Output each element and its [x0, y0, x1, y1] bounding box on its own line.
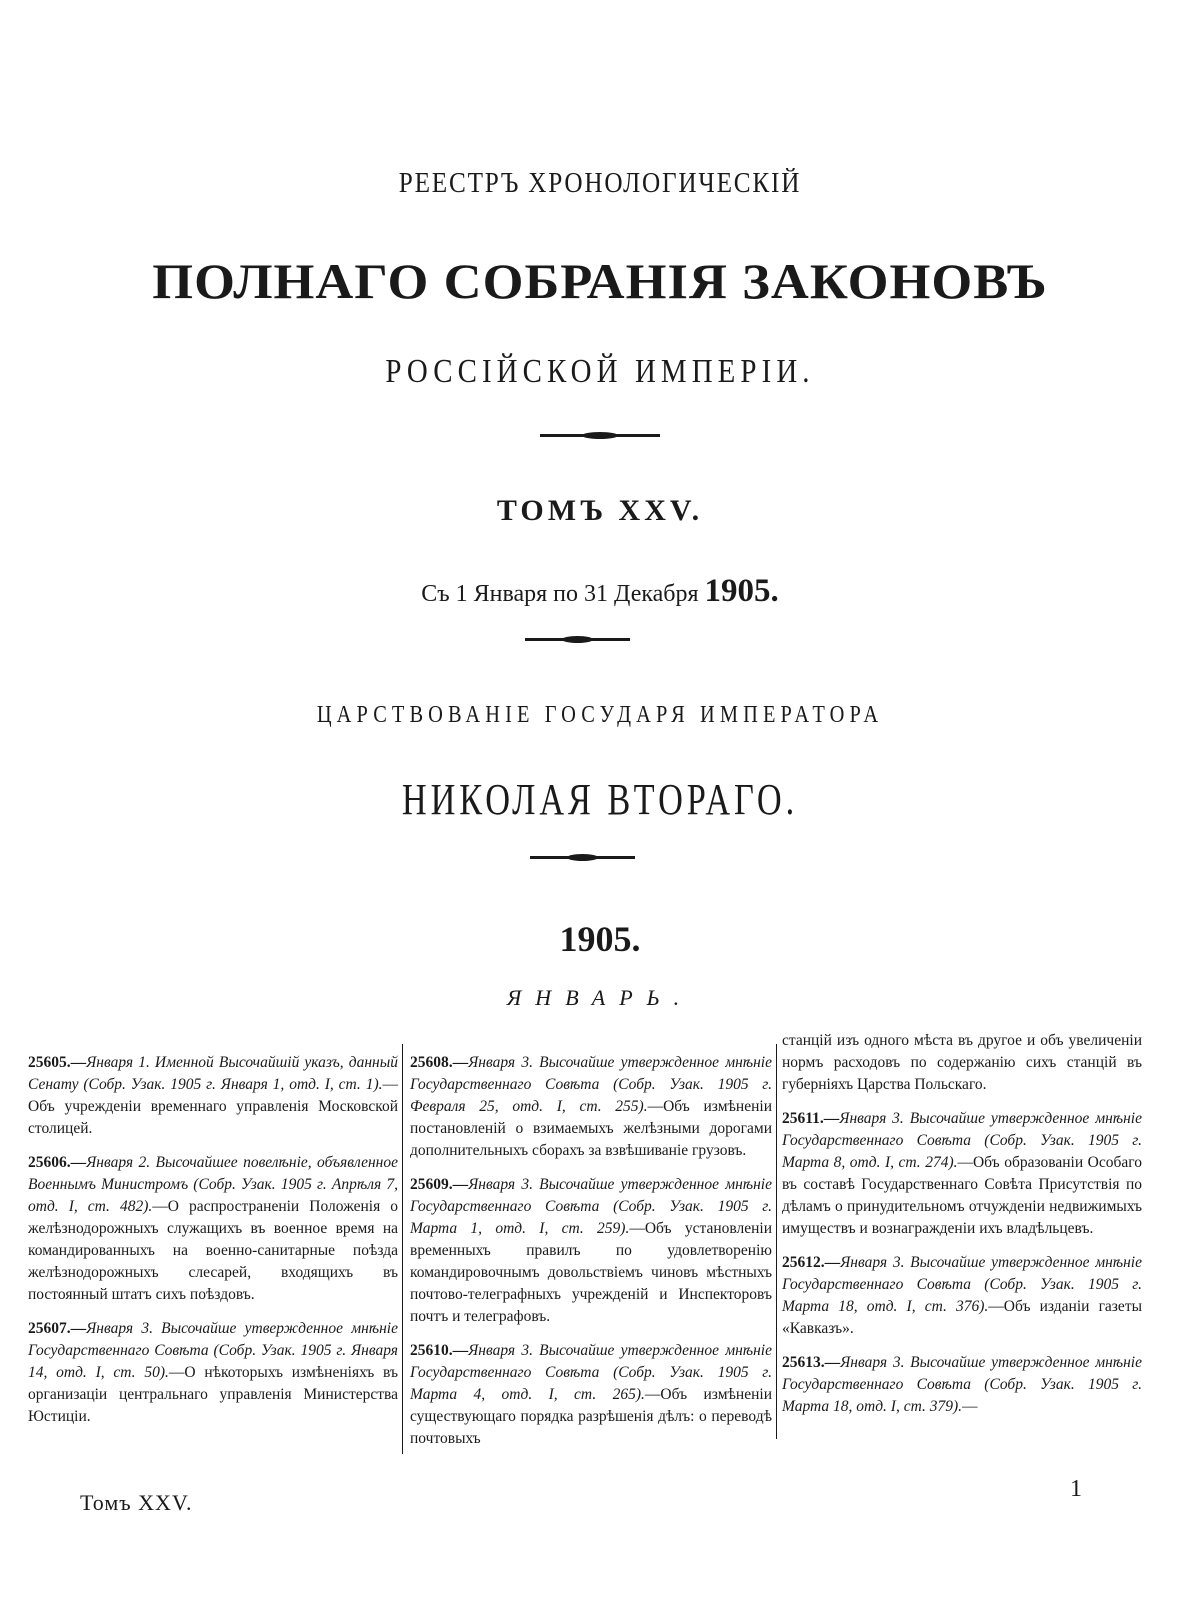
law-entry: 25611.—Января 3. Высочайше утвержденное мнѣніе Государственнаго Совѣта (Собр. Узак. 1905 г. Марта 8, отд. I, ст. 274).—Объ образованіи Особаго въ составѣ Государственнаго Совѣта Присутствія по дѣламъ о принудительномъ отчужденіи недвижимыхъ имуществъ и вознагражденіи ихъ владѣльцевъ. — [782, 1110, 1142, 1237]
entry-source: Января 3. Высочайше утвержденное мнѣніе Государственнаго Совѣта (Собр. Узак. 1905 г. Января 14, отд. I, ст. 50). — [28, 1320, 398, 1381]
entry-source: Января 2. Высочайшее повелѣніе, объявленное Военнымъ Министромъ (Собр. Узак. 1905 г. Апрѣля 7, отд. I, ст. 482). — [28, 1154, 398, 1215]
entry-text: Объ изданіи газеты «Кавказъ». — [782, 1298, 1143, 1337]
law-entry: 25605.—Января 1. Именной Высочайшій указъ, данный Сенату (Собр. Узак. 1905 г. Января 1, отд. I, ст. 1).—Объ учрежденіи временнаго управленія Московской столицей. — [28, 1054, 398, 1137]
entry-text: Объ установленіи временныхъ правилъ по удовлетворенію командировочнымъ довольствіемъ чиновъ мѣстныхъ почтово-телеграфныхъ учрежденій и Инспекторовъ почтъ и телеграфовъ. — [410, 1220, 772, 1325]
empire-heading: РОССІЙСКОЙ ИМПЕРІИ. — [385, 353, 815, 390]
column-3 — [782, 1030, 1142, 1430]
column-1 — [28, 1052, 398, 1440]
entry-source: Января 3. Высочайше утвержденное мнѣніе Государственнаго Совѣта (Собр. Узак. 1905 г. Марта 8, отд. I, ст. 274). — [782, 1110, 1142, 1171]
page-number: 1 — [1070, 1476, 1082, 1502]
law-entry: 25613.—Января 3. Высочайше утвержденное мнѣніе Государственнаго Совѣта (Собр. Узак. 1905 г. Марта 18, отд. I, ст. 379).— — [782, 1354, 1142, 1415]
law-entry: 25608.—Января 3. Высочайше утвержденное мнѣніе Государственнаго Совѣта (Собр. Узак. 1905 г. Февраля 25, отд. I, ст. 255).—Объ измѣненіи постановленій о взимаемыхъ желѣзными дорогами дополнительныхъ сборахъ за взвѣшиваніе грузовъ. — [410, 1054, 772, 1159]
entry-text: Объ измѣненіи постановленій о взимаемыхъ желѣзными дорогами дополнительныхъ сборахъ за взвѣшиваніе грузовъ. — [410, 1098, 772, 1159]
law-entry: 25606.—Января 2. Высочайшее повелѣніе, объявленное Военнымъ Министромъ (Собр. Узак. 1905 г. Апрѣля 7, отд. I, ст. 482).—О распространеніи Положенія о желѣзнодорожныхъ служащихъ въ военное время на командированныхъ на военно-санитарные поѣзда желѣзнодорожныхъ слесарей, входящихъ въ постоянный штатъ сихъ поѣздовъ. — [28, 1154, 398, 1303]
entry-number: 25611. — [782, 1110, 824, 1127]
entry-source: Января 3. Высочайше утвержденное мнѣніе Государственнаго Совѣта (Собр. Узак. 1905 г. Марта 18, отд. I, ст. 376). — [782, 1254, 1142, 1315]
period-prefix: Съ 1 Января по 31 Декабря — [421, 581, 699, 607]
emperor-name: НИКОЛАЯ ВТОРАГО. — [401, 775, 799, 824]
entry-continuation: станцій изъ одного мѣста въ другое и объ увеличеніи нормъ расходовъ по содержанію сихъ станцій въ губерніяхъ Царства Польскаго. — [782, 1032, 1142, 1093]
law-entry: 25607.—Января 3. Высочайше утвержденное мнѣніе Государственнаго Совѣта (Собр. Узак. 1905 г. Января 14, отд. I, ст. 50).—О нѣкоторыхъ измѣненіяхъ въ организаціи центральнаго управленія Министерства Юстиціи. — [28, 1320, 398, 1425]
law-entry: 25610.—Января 3. Высочайше утвержденное мнѣніе Государственнаго Совѣта (Собр. Узак. 1905 г. Марта 4, отд. I, ст. 265).—Объ измѣненіи существующаго порядка разрѣшенія дѣлъ: о переводѣ почтовыхъ — [410, 1342, 772, 1447]
ornamental-rule — [525, 637, 630, 642]
entry-number: 25606. — [28, 1154, 71, 1171]
entry-number: 25609. — [410, 1176, 453, 1193]
entry-text: Объ образованіи Особаго въ составѣ Государственнаго Совѣта Присутствія по дѣламъ о принудительномъ отчужденіи недвижимыхъ имуществъ и вознагражденіи ихъ владѣльцевъ. — [782, 1154, 1142, 1237]
entry-number: 25608. — [410, 1054, 453, 1071]
entry-text: О распространеніи Положенія о желѣзнодорожныхъ служащихъ въ военное время на командированныхъ на военно-санитарные поѣзда желѣзнодорожныхъ слесарей, входящихъ въ постоянный штатъ сихъ поѣздовъ. — [28, 1198, 398, 1303]
footer-volume: Томъ XXV. — [80, 1490, 193, 1515]
entry-source: Января 1. Именной Высочайшій указъ, данный Сенату (Собр. Узак. 1905 г. Января 1, отд. I, ст. 1). — [28, 1054, 398, 1093]
volume-heading: ТОМЪ XXV. — [496, 494, 704, 527]
entry-source: Января 3. Высочайше утвержденное мнѣніе Государственнаго Совѣта (Собр. Узак. 1905 г. Марта 1, отд. I, ст. 259). — [410, 1176, 772, 1237]
register-subtitle: РЕЕСТРЪ ХРОНОЛОГИЧЕСКІЙ — [398, 168, 802, 199]
year-heading: 1905. — [559, 919, 641, 959]
reign-heading: ЦАРСТВОВАНІЕ ГОСУДАРЯ ИМПЕРАТОРА — [316, 702, 884, 728]
entry-number: 25613. — [782, 1354, 825, 1371]
column-divider — [402, 1044, 403, 1454]
entry-number: 25607. — [28, 1320, 71, 1337]
period-line — [0, 573, 1200, 610]
entry-number: 25605. — [28, 1054, 71, 1071]
column-divider — [776, 1044, 777, 1439]
period-year: 1905. — [704, 573, 779, 609]
page-title: ПОЛНАГО СОБРАНІЯ ЗАКОНОВЪ — [152, 253, 1048, 309]
law-entry: 25609.—Января 3. Высочайше утвержденное мнѣніе Государственнаго Совѣта (Собр. Узак. 1905 г. Марта 1, отд. I, ст. 259).—Объ установленіи временныхъ правилъ по удовлетворенію командировочнымъ довольствіемъ чиновъ мѣстныхъ почтово-телеграфныхъ учрежденій и Инспекторовъ почтъ и телеграфовъ. — [410, 1176, 772, 1325]
ornamental-rule — [530, 855, 635, 860]
entry-text: Объ учрежденіи временнаго управленія Московской столицей. — [28, 1098, 398, 1137]
entry-text: Объ измѣненіи существующаго порядка разрѣшенія дѣлъ: о переводѣ почтовыхъ — [410, 1386, 772, 1447]
entry-number: 25612. — [782, 1254, 825, 1271]
entry-text: О нѣкоторыхъ измѣненіяхъ въ организаціи центральнаго управленія Министерства Юстиціи. — [28, 1364, 398, 1425]
entry-number: 25610. — [410, 1342, 453, 1359]
column-2 — [410, 1052, 772, 1462]
entry-source: Января 3. Высочайше утвержденное мнѣніе Государственнаго Совѣта (Собр. Узак. 1905 г. Марта 18, отд. I, ст. 379). — [782, 1354, 1142, 1415]
ornamental-rule — [540, 433, 660, 438]
law-entry: 25612.—Января 3. Высочайше утвержденное мнѣніе Государственнаго Совѣта (Собр. Узак. 1905 г. Марта 18, отд. I, ст. 376).—Объ изданіи газеты «Кавказъ». — [782, 1254, 1143, 1337]
entry-source: Января 3. Высочайше утвержденное мнѣніе Государственнаго Совѣта (Собр. Узак. 1905 г. Февраля 25, отд. I, ст. 255). — [410, 1054, 772, 1115]
entry-source: Января 3. Высочайше утвержденное мнѣніе Государственнаго Совѣта (Собр. Узак. 1905 г. Марта 4, отд. I, ст. 265). — [410, 1342, 772, 1403]
month-heading: ЯНВАРЬ. — [506, 985, 694, 1010]
